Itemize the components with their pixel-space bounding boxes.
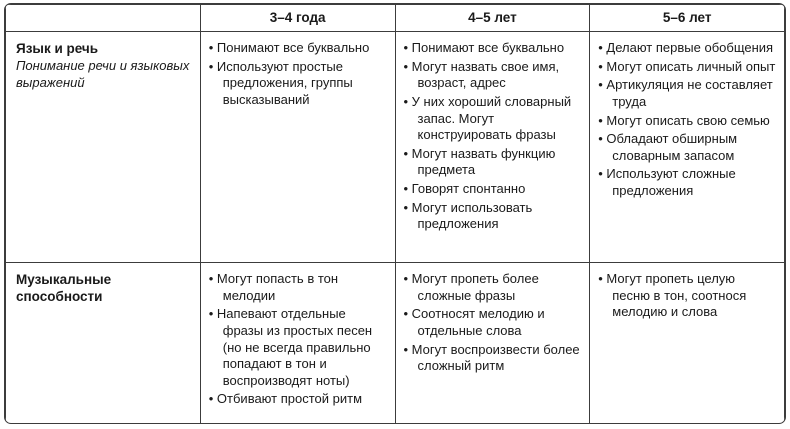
table-row-language bbox=[6, 32, 785, 263]
col-header-age-5-6: 5–6 лет bbox=[590, 5, 785, 32]
bullet-item: • У них хороший словарный запас. Могут конструировать фразы bbox=[404, 94, 582, 144]
row-title: Музыкальные способности bbox=[16, 272, 112, 305]
bullet-item: • Могут пропеть более сложные фразы bbox=[404, 271, 582, 304]
bullet-item: • Говорят спонтанно bbox=[404, 181, 582, 198]
bullet-list bbox=[598, 271, 776, 321]
bullet-item: • Могут описать личный опыт bbox=[598, 59, 776, 76]
cell-language-5-6 bbox=[590, 32, 785, 263]
corner-cell bbox=[6, 5, 201, 32]
bullet-item: • Отбивают простой ритм bbox=[209, 391, 387, 408]
bullet-item: • Артикуляция не составляет труда bbox=[598, 77, 776, 110]
bullet-item: • Делают первые обобщения bbox=[598, 40, 776, 57]
bullet-item: • Могут использовать предложения bbox=[404, 200, 582, 233]
bullet-item: • Могут воспроизвести более сложный ритм bbox=[404, 342, 582, 375]
bullet-item: • Напевают отдельные фразы из простых песен (но не всегда правильно попадают в тон и воспроизводят ноты) bbox=[209, 306, 387, 389]
row-title: Язык и речь bbox=[16, 41, 99, 56]
row-header-music bbox=[6, 263, 201, 425]
bullet-item: • Используют сложные предложения bbox=[598, 166, 776, 199]
cell-music-3-4 bbox=[200, 263, 395, 425]
col-header-age-3-4: 3–4 года bbox=[200, 5, 395, 32]
bullet-list bbox=[404, 40, 582, 233]
table-row-music bbox=[6, 263, 785, 425]
bullet-item: • Могут назвать функцию предмета bbox=[404, 146, 582, 179]
cell-language-4-5 bbox=[395, 32, 590, 263]
header-row bbox=[6, 5, 785, 32]
bullet-list bbox=[404, 271, 582, 375]
bullet-item: • Могут описать свою семью bbox=[598, 113, 776, 130]
col-header-age-4-5: 4–5 лет bbox=[395, 5, 590, 32]
cell-music-4-5 bbox=[395, 263, 590, 425]
bullet-item: • Могут назвать свое имя, возраст, адрес bbox=[404, 59, 582, 92]
bullet-item: • Обладают обширным словарным запасом bbox=[598, 131, 776, 164]
age-milestones-table bbox=[5, 4, 785, 424]
row-subtitle: Понимание речи и языковых выражений bbox=[16, 58, 190, 90]
milestones-table bbox=[4, 3, 786, 424]
row-header-language bbox=[6, 32, 201, 263]
cell-music-5-6 bbox=[590, 263, 785, 425]
bullet-list bbox=[209, 271, 387, 408]
bullet-list bbox=[598, 40, 776, 200]
bullet-list bbox=[209, 40, 387, 109]
bullet-item: • Соотносят мелодию и отдельные слова bbox=[404, 306, 582, 339]
bullet-item: • Понимают все буквально bbox=[404, 40, 582, 57]
bullet-item: • Используют простые предложения, группы высказываний bbox=[209, 59, 387, 109]
bullet-item: • Могут пропеть целую песню в тон, соотнося мелодию и слова bbox=[598, 271, 776, 321]
cell-language-3-4 bbox=[200, 32, 395, 263]
bullet-item: • Понимают все буквально bbox=[209, 40, 387, 57]
bullet-item: • Могут попасть в тон мелодии bbox=[209, 271, 387, 304]
